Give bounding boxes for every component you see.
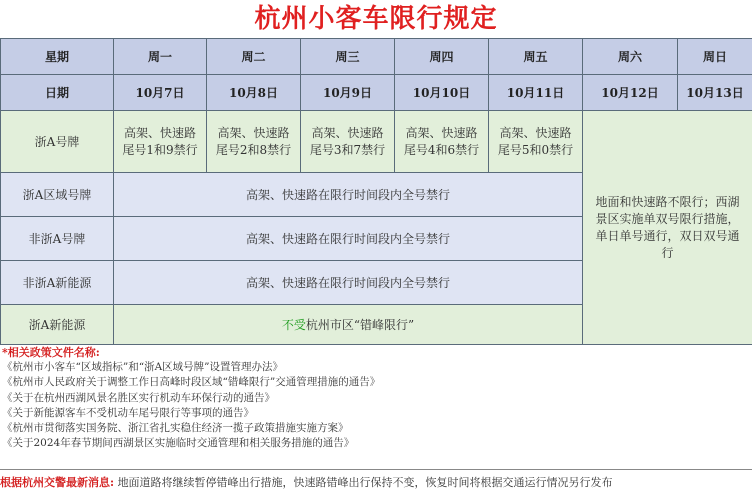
rule-non-zhe-a-ev: 高架、快速路在限行时间段内全号禁行 xyxy=(114,261,583,305)
date-sun: 10月13日 xyxy=(678,75,752,111)
rule-mon xyxy=(114,111,207,173)
rule-zhe-a-ev xyxy=(114,305,583,345)
week-label: 星期 xyxy=(1,39,114,75)
weekday-sat: 周六 xyxy=(583,39,678,75)
date-label: 日期 xyxy=(1,75,114,111)
row-zhe-a xyxy=(1,111,752,173)
rule-non-zhe-a: 高架、快速路在限行时间段内全号禁行 xyxy=(114,217,583,261)
weekday-tue: 周二 xyxy=(207,39,301,75)
weekday-fri: 周五 xyxy=(489,39,583,75)
rule-line-1: 高架、快速路 xyxy=(405,125,478,140)
policy-list xyxy=(2,345,750,451)
date-fri: 10月11日 xyxy=(489,75,583,111)
row-label-zhe-a-area: 浙A区域号牌 xyxy=(1,173,114,217)
policy-item: 《关于在杭州西湖风景名胜区实行机动车环保行动的通告》 xyxy=(2,391,275,404)
page-title: 杭州小客车限行规定 xyxy=(254,4,498,34)
exempt-highlight: 不受 xyxy=(281,318,306,332)
rule-line-2: 尾号4和6禁行 xyxy=(403,142,480,157)
rule-thu xyxy=(395,111,489,173)
row-label-non-zhe-a-ev: 非浙A新能源 xyxy=(1,261,114,305)
weekday-row xyxy=(1,39,752,75)
restriction-table xyxy=(0,38,752,345)
date-row xyxy=(1,75,752,111)
notice-text: 地面道路将继续暂停错峰出行措施，快速路错峰出行保持不变，恢复时间将根据交通运行情况另行发布 xyxy=(117,476,613,489)
notice-label: 根据杭州交警最新消息: xyxy=(0,476,115,489)
latest-notice xyxy=(0,469,752,496)
date-tue: 10月8日 xyxy=(207,75,301,111)
rule-line-1: 高架、快速路 xyxy=(499,125,572,140)
rule-line-1: 高架、快速路 xyxy=(123,125,196,140)
policy-item: 《杭州市人民政府关于调整工作日高峰时段区域“错峰限行”交通管理措施的通告》 xyxy=(2,376,381,389)
policy-item: 《关于2024年春节期间西湖景区实施临时交通管理和相关服务措施的通告》 xyxy=(2,437,355,450)
exempt-rest: 杭州市区“错峰限行” xyxy=(305,318,415,332)
date-thu: 10月10日 xyxy=(395,75,489,111)
rule-line-2: 尾号3和7禁行 xyxy=(309,142,386,157)
weekend-note: 地面和快速路不限行；西湖景区实施单双号限行措施，单日单号通行，双日双号通行 xyxy=(583,111,752,345)
rule-wed xyxy=(301,111,395,173)
rule-line-2: 尾号2和8禁行 xyxy=(215,142,292,157)
date-wed: 10月9日 xyxy=(301,75,395,111)
row-label-zhe-a: 浙A号牌 xyxy=(1,111,114,173)
weekday-sun: 周日 xyxy=(678,39,752,75)
weekday-thu: 周四 xyxy=(395,39,489,75)
weekday-wed: 周三 xyxy=(301,39,395,75)
row-label-zhe-a-ev: 浙A新能源 xyxy=(1,305,114,345)
rule-line-2: 尾号1和9禁行 xyxy=(122,142,198,157)
rule-fri xyxy=(489,111,583,173)
date-mon: 10月7日 xyxy=(114,75,207,111)
policy-title: *相关政策文件名称: xyxy=(2,346,100,359)
row-label-non-zhe-a: 非浙A号牌 xyxy=(1,217,114,261)
policy-item: 《杭州市贯彻落实国务院、浙江省扎实稳住经济一揽子政策措施实施方案》 xyxy=(2,422,349,435)
weekday-mon: 周一 xyxy=(114,39,207,75)
policy-item: 《杭州市小客车“区域指标”和“浙A区域号牌”设置管理办法》 xyxy=(2,361,284,374)
date-sat: 10月12日 xyxy=(583,75,678,111)
rule-line-1: 高架、快速路 xyxy=(217,125,290,140)
rule-line-1: 高架、快速路 xyxy=(311,125,384,140)
rule-tue xyxy=(207,111,301,173)
policy-item: 《关于新能源客车不受机动车尾号限行等事项的通告》 xyxy=(2,406,254,419)
rule-zhe-a-area: 高架、快速路在限行时间段内全号禁行 xyxy=(114,173,583,217)
rule-line-2: 尾号5和0禁行 xyxy=(497,142,574,157)
